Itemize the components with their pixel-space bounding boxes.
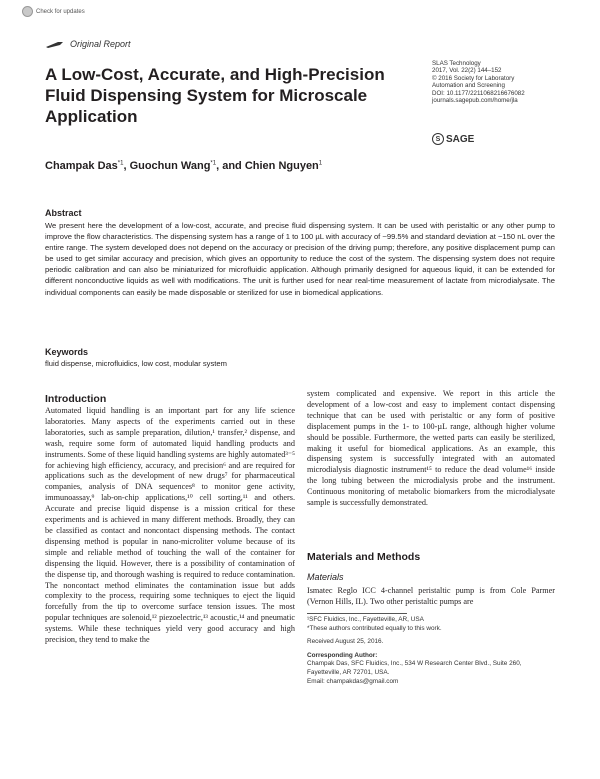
author-affiliation-mark: 1 bbox=[318, 160, 323, 167]
author-separator: , and bbox=[216, 160, 245, 172]
corresponding-author-heading: Corresponding Author: bbox=[307, 651, 378, 659]
journal-line: SLAS Technology bbox=[432, 60, 481, 67]
author-separator: , bbox=[123, 160, 130, 172]
keywords-text: fluid dispense, microfluidics, low cost, modular system bbox=[45, 359, 227, 368]
author-list bbox=[45, 160, 322, 172]
equal-contribution-note: *These authors contributed equally to this work. bbox=[307, 624, 442, 632]
corresponding-author-email[interactable]: Email: champakdas@gmail.com bbox=[307, 677, 399, 685]
abstract-text: We present here the development of a low-cost, accurate, and precise fluid dispensing system. It can be used with peristaltic or any other pump to improve the flow characteristics. The dispensing system has a range of 1 to 100 µL with accuracy of ~99.5% and standard deviation at ~150 nL over the entire range. The system developed does not depend on the accuracy or precision of the driving pump; therefore, any positive displacement pump can be used to get similar accuracy and precision, which gives an opportunity to reduce the cost of the system. The dispensing system does not require periodic calibration and can also be miniaturized for microfluidic application. Although primarily designed for aqueous liquid, it can be extended for different nonconductive liquids as well with modifications. The unit is further used for near real-time measurement of lactate from microdialysate. The individual components can easily be made disposable or sterilized for use in biomedical applications. bbox=[45, 221, 555, 297]
author-name: Guochun Wang bbox=[129, 160, 211, 172]
author-affiliation-mark: *1 bbox=[117, 160, 124, 167]
article-type-label: Original Report bbox=[70, 39, 131, 49]
pen-icon bbox=[46, 41, 64, 48]
introduction-column-2: system complicated and expensive. We report in this article the development of a low-cost and easy to implement contact dispensing technique that can be used with peristaltic or any form of positive displacement pumps in the 1- to 100-µL range, although higher volume should be possible. Furthermore, the wetted parts can easily be sterilized, making it useful for biomedical applications. As an example, this dispensing system is successfully integrated with an automated microdialysis diagnostic instrument¹⁵ to reduce the dead volume¹⁶ inside the long tubing between the microdialysis probe and the instrument. Continuous monitoring of metabolic biomarkers from the microdialysate sample is successfully demonstrated. bbox=[307, 389, 555, 508]
check-for-updates-label: Check for updates bbox=[36, 8, 85, 15]
methods-heading: Materials and Methods bbox=[307, 551, 421, 563]
journal-line: Automation and Screening bbox=[432, 82, 505, 90]
footnote-divider bbox=[307, 613, 407, 614]
sage-logo-text: SAGE bbox=[446, 133, 475, 145]
author-name: Champak Das bbox=[45, 160, 118, 172]
journal-info bbox=[432, 60, 592, 104]
journal-line: 2017, Vol. 22(2) 144–152 bbox=[432, 67, 502, 75]
received-date: Received August 25, 2016. bbox=[307, 638, 384, 646]
update-icon bbox=[22, 6, 33, 17]
introduction-heading: Introduction bbox=[45, 393, 107, 405]
sage-logo bbox=[432, 133, 474, 145]
journal-line: © 2016 Society for Laboratory bbox=[432, 74, 515, 82]
sage-s-icon: S bbox=[432, 133, 444, 145]
abstract-heading: Abstract bbox=[45, 208, 82, 218]
materials-subheading: Materials bbox=[307, 572, 344, 582]
author-affiliation-mark: *1 bbox=[210, 160, 217, 167]
introduction-column-1: Automated liquid handling is an important part for any life science laboratories. Many aspects of the experiments carried out in these laboratories, such as sample preparation, dilution,¹ transfer,² dispense, and wash, require some form of automated liquid handling products and instruments. Some of these liquid handling systems are highly automated³⁻⁵ for achieving high efficiency, accuracy, and precision⁶ and are required for applications such as the development of new drugs⁷ for pharmaceutical companies, analysis of DNA sequences⁸ to monitor gene activity, immunoassay,⁹ lab-on-chip applications,¹⁰ cell sorting,¹¹ and others. Accurate and precise liquid dispense is a mission critical for these experiments and is achieved in many different methods. Broadly, they can be classified as contact and noncontact dispensing methods. The contact dispensing method is popular in nano-microliter volume because of its simple and reliable method of touching the wall of the container for dispensing the liquid. However, there is a possibility of contamination of the dispense tip, and thorough washing is required to reduce contamination. The noncontact method eliminates the contamination issue but adds complexity to the process, requiring some techniques to eject the liquid forcefully from the tip to overcome surface tension issues. The most popular techniques are solenoid,¹² piezoelectric,¹³ acoustic,¹⁴ and pneumatic systems. While these techniques yield very good accuracy and high precision, they tend to make the bbox=[45, 406, 295, 645]
doi-link[interactable]: DOI: 10.1177/2211068216676082 bbox=[432, 89, 525, 97]
corresponding-author-address: Champak Das, SFC Fluidics, Inc., 534 W Research Center Blvd., Suite 260, Fayetteville, AR 72701, USA. bbox=[307, 660, 522, 676]
author-name: Chien Nguyen bbox=[244, 160, 319, 172]
affiliation-footnote: ¹SFC Fluidics, Inc., Fayetteville, AR, USA bbox=[307, 616, 424, 623]
keywords-heading: Keywords bbox=[45, 347, 89, 357]
footnotes bbox=[307, 616, 557, 686]
materials-text: Ismatec Reglo ICC 4-channel peristaltic pump is from Cole Parmer (Vernon Hills, IL). Two other peristaltic pumps are bbox=[307, 586, 555, 606]
journal-url-link[interactable]: journals.sagepub.com/home/jla bbox=[432, 97, 518, 105]
article-title: A Low-Cost, Accurate, and High-Precision Fluid Dispensing System for Microscale Application bbox=[45, 65, 385, 126]
check-for-updates-badge[interactable] bbox=[22, 6, 85, 17]
